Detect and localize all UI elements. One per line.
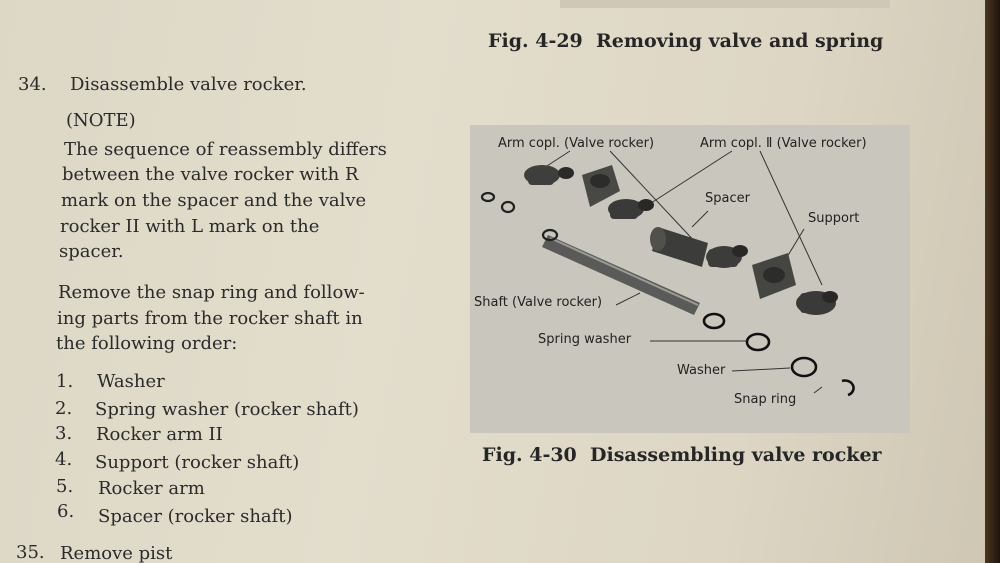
- step-34-number: 34.: [18, 74, 47, 95]
- note-line: The sequence of reassembly differs: [64, 139, 387, 160]
- order-item-text: Rocker arm: [98, 478, 205, 499]
- support-part: [582, 165, 620, 207]
- fig-4-30-title: Disassembling valve rocker: [590, 444, 882, 466]
- note-line: mark on the spacer and the valve: [61, 190, 367, 211]
- order-item-text: Spacer (rocker shaft): [98, 506, 293, 527]
- label-arm-copl-1: Arm copl. (Valve rocker): [498, 136, 655, 151]
- rocker-arm-part: [706, 245, 748, 268]
- fig-4-29-number: Fig. 4-29: [488, 30, 583, 52]
- fig-4-30-caption: [482, 444, 882, 466]
- order-item-number: 5.: [56, 476, 74, 497]
- order-item-text: Washer: [97, 371, 165, 392]
- remove-line: ing parts from the rocker shaft in: [57, 308, 363, 329]
- label-washer: Washer: [677, 363, 726, 378]
- order-item-number: 6.: [57, 501, 75, 522]
- note-line: between the valve rocker with R: [62, 164, 359, 185]
- label-arm-copl-2: Arm copl. Ⅱ (Valve rocker): [700, 136, 867, 151]
- rocker-arm-part: [608, 199, 654, 219]
- order-item-number: 1.: [56, 371, 74, 392]
- fig-4-30-illustration: [470, 125, 910, 433]
- label-shaft: Shaft (Valve rocker): [474, 295, 603, 310]
- rocker-arm-part: [796, 291, 838, 315]
- rocker-arm-part: [524, 165, 574, 185]
- washer-ring: [792, 358, 816, 376]
- note-line: rocker II with L mark on the: [60, 216, 320, 237]
- order-item-text: Rocker arm II: [96, 424, 223, 445]
- label-spacer: Spacer: [705, 191, 750, 206]
- spacer-part: [650, 227, 708, 267]
- spring-washer-ring: [704, 314, 724, 328]
- order-item-text: Spring washer (rocker shaft): [95, 399, 359, 420]
- binding-edge: [985, 0, 1000, 563]
- valve-rocker-exploded-view: [470, 125, 910, 433]
- order-item-number: 3.: [55, 423, 73, 444]
- remove-line: the following order:: [56, 333, 238, 354]
- note-label: (NOTE): [66, 110, 136, 131]
- snap-ring-shape: [842, 381, 854, 395]
- fig-4-29-title: Removing valve and spring: [596, 30, 884, 52]
- support-part: [752, 253, 796, 299]
- page-top-strip: [560, 0, 890, 8]
- remove-line: Remove the snap ring and follow-: [58, 282, 365, 303]
- step-34-title: Disassemble valve rocker.: [70, 74, 307, 95]
- step-35-number: 35.: [16, 542, 45, 563]
- fig-4-29-caption: [488, 30, 883, 52]
- label-support: Support: [808, 211, 860, 226]
- label-spring-washer: Spring washer: [538, 332, 632, 347]
- order-item-number: 2.: [55, 398, 73, 419]
- order-item-number: 4.: [55, 449, 73, 470]
- spring-washer-ring: [747, 334, 769, 350]
- note-line: spacer.: [59, 241, 124, 262]
- order-item-text: Support (rocker shaft): [95, 452, 300, 473]
- fig-4-30-number: Fig. 4-30: [482, 444, 577, 466]
- label-snap-ring: Snap ring: [734, 392, 797, 407]
- step-35-text: Remove pist: [60, 543, 173, 563]
